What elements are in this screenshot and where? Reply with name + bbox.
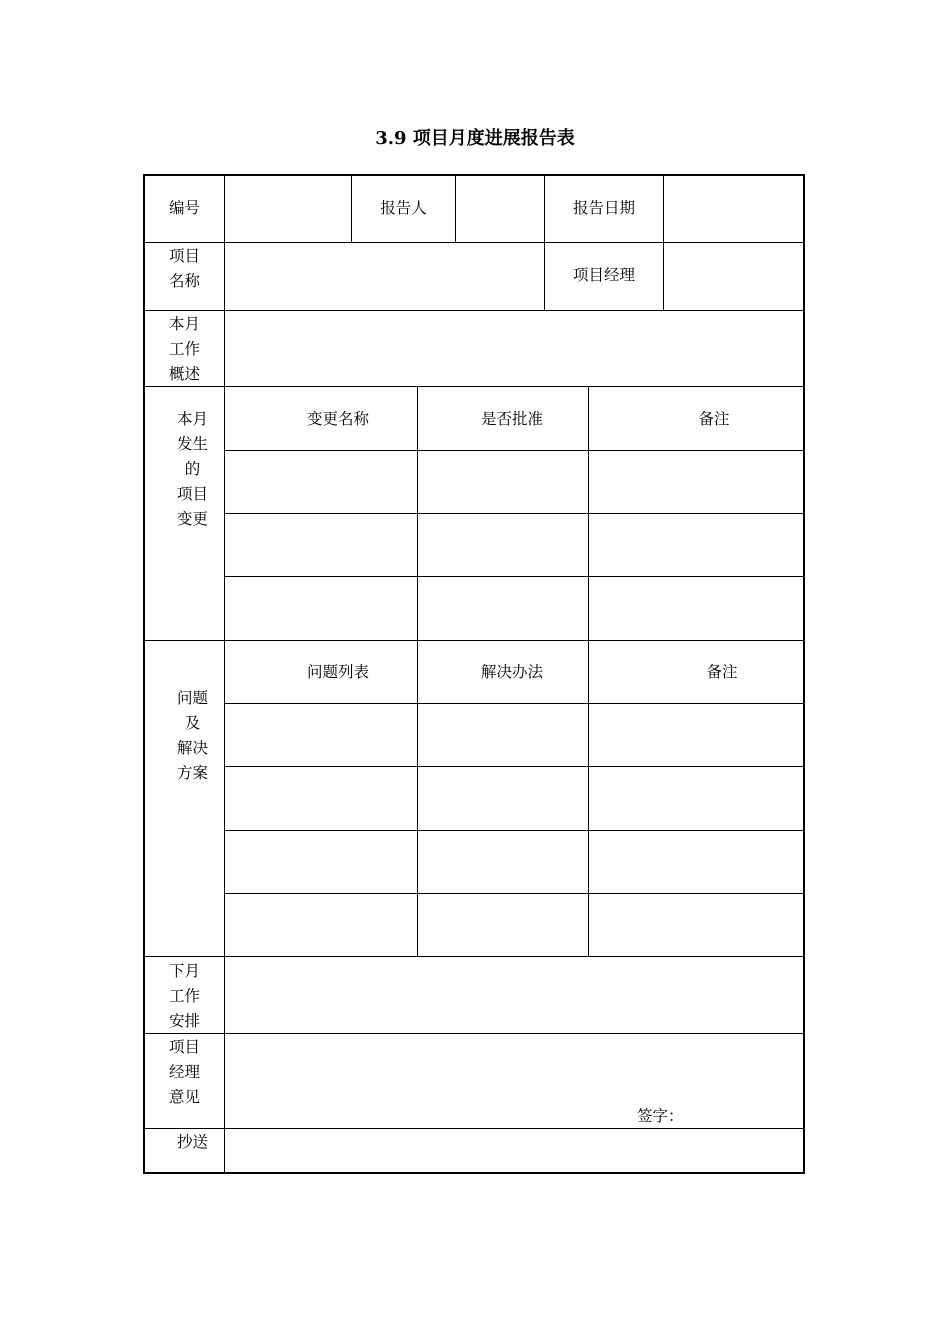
issues-col-list: 问题列表	[306, 663, 369, 681]
row-divider	[224, 830, 805, 831]
summary-label-line1: 本月	[168, 315, 200, 333]
column-divider	[455, 174, 456, 243]
issues-col-solution: 解决办法	[480, 663, 543, 681]
next-month-label-line3: 安排	[168, 1012, 200, 1030]
project-name-label-line1: 项目	[168, 247, 200, 265]
column-divider	[544, 174, 545, 311]
changes-col-remarks: 备注	[698, 410, 730, 428]
issues-col-remarks: 备注	[706, 663, 738, 681]
row-divider	[224, 766, 805, 767]
project-manager-label: 项目经理	[572, 266, 635, 284]
next-month-label-line1: 下月	[168, 962, 200, 980]
form-title: 3.9 项目月度进展报告表	[375, 128, 575, 149]
row-divider	[143, 640, 805, 641]
manager-opinion-label-line1: 项目	[168, 1038, 200, 1056]
next-month-label-line2: 工作	[168, 987, 200, 1005]
issues-label-line3: 解决	[176, 739, 208, 757]
row-divider	[224, 703, 805, 704]
cc-label: 抄送	[176, 1133, 208, 1151]
manager-opinion-label-line2: 经理	[168, 1063, 200, 1081]
manager-opinion-label-line3: 意见	[168, 1088, 200, 1106]
changes-label-line4: 项目	[176, 485, 208, 503]
row-divider	[224, 513, 805, 514]
changes-label-line1: 本月	[176, 410, 208, 428]
row-divider	[143, 1033, 805, 1034]
signature-label: 签字：	[637, 1107, 684, 1125]
row-divider	[143, 1128, 805, 1129]
changes-label-line5: 变更	[176, 510, 208, 528]
issues-label-line2: 及	[184, 714, 201, 732]
summary-label-line3: 概述	[168, 365, 200, 383]
issues-label-line4: 方案	[176, 764, 208, 782]
number-label: 编号	[168, 199, 200, 217]
reporter-label: 报告人	[380, 199, 427, 217]
project-name-label-line2: 名称	[168, 272, 200, 290]
row-divider	[143, 956, 805, 957]
changes-col-name: 变更名称	[306, 410, 369, 428]
row-divider	[224, 576, 805, 577]
issues-label-line1: 问题	[176, 689, 208, 707]
row-divider	[143, 386, 805, 387]
changes-label-line3: 的	[184, 460, 201, 478]
changes-col-approved: 是否批准	[480, 410, 543, 428]
report-date-label: 报告日期	[572, 199, 635, 217]
row-divider	[143, 310, 805, 311]
column-divider	[663, 174, 664, 311]
table-border-bottom	[143, 1172, 805, 1174]
row-divider	[224, 893, 805, 894]
changes-label-line2: 发生	[176, 435, 208, 453]
row-divider	[143, 242, 805, 243]
summary-label-line2: 工作	[168, 340, 200, 358]
row-divider	[224, 450, 805, 451]
table-border-top	[143, 174, 805, 176]
